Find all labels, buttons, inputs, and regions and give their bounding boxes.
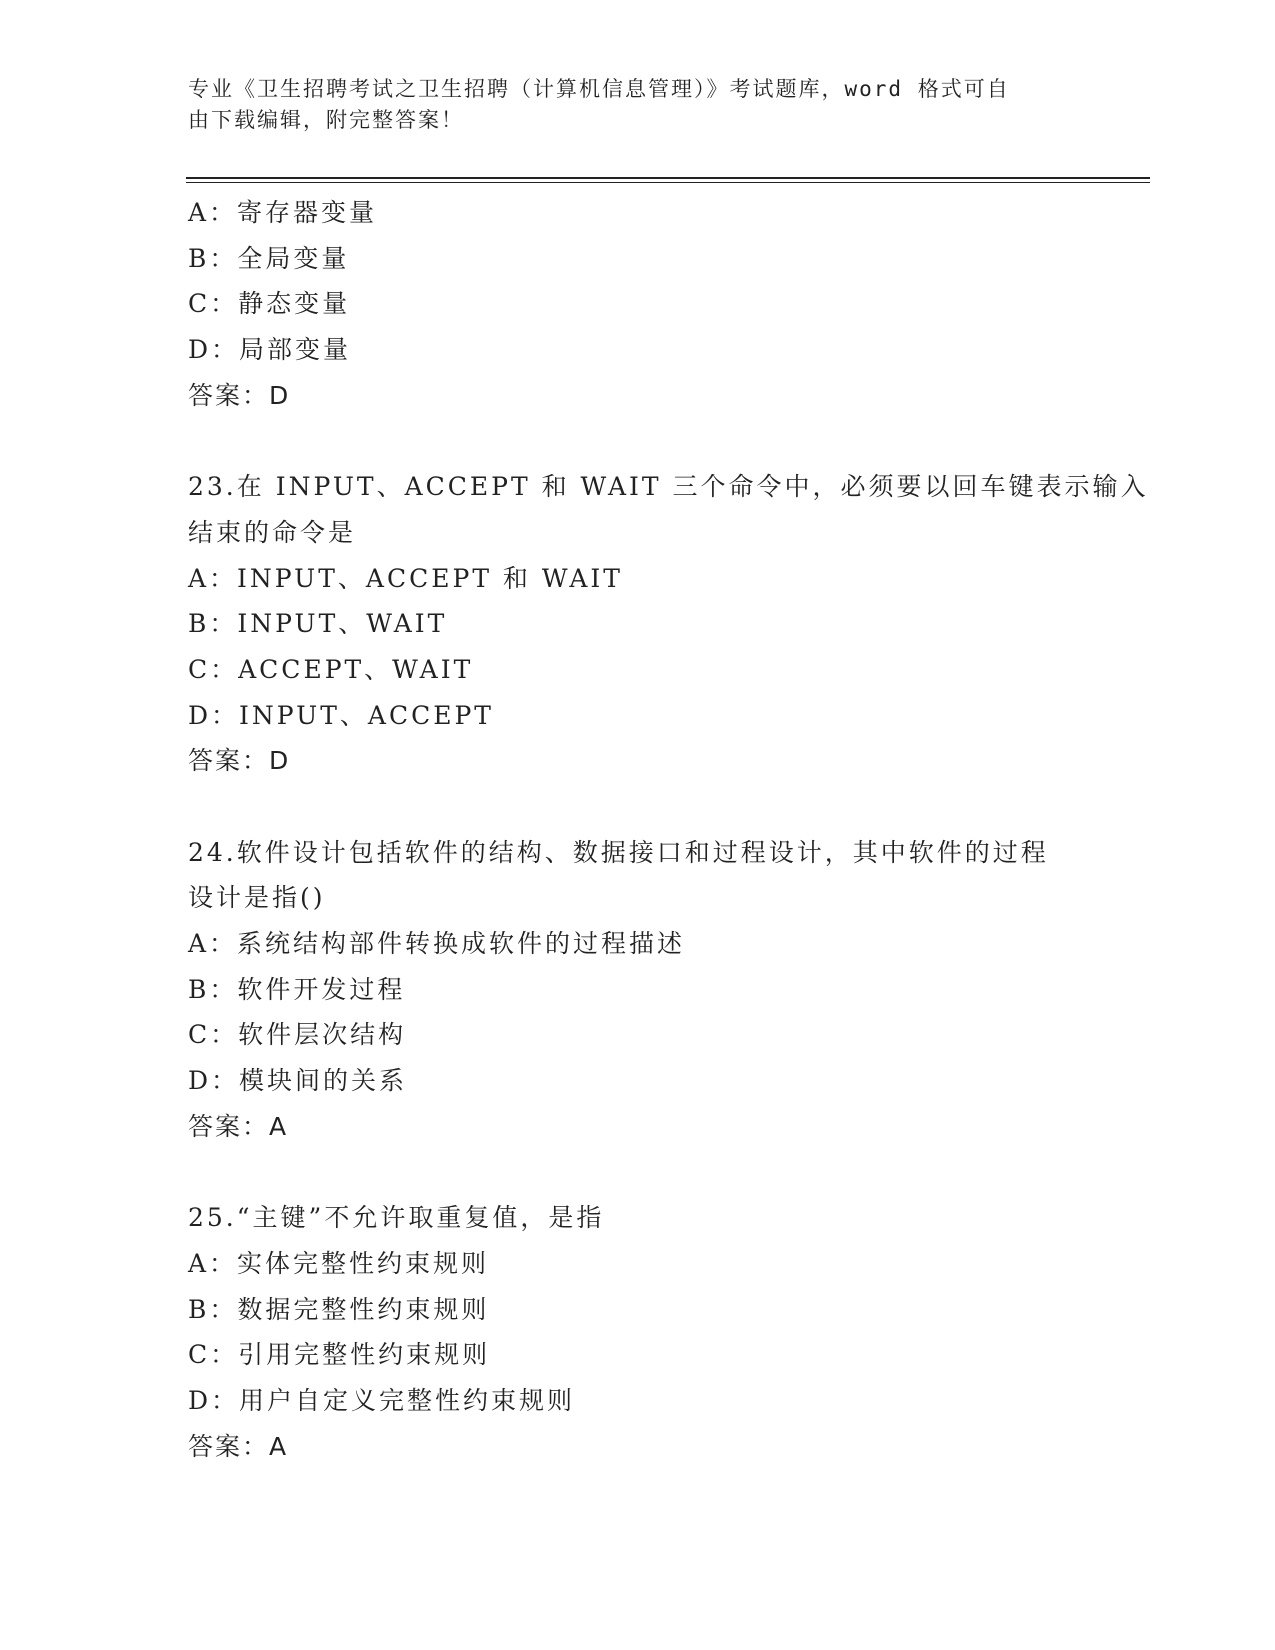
spacer: [188, 1149, 1088, 1195]
option-a: A：实体完整性约束规则: [188, 1248, 490, 1278]
question-stem-line-1: 25.“主键”不允许取重复值，是指: [188, 1203, 605, 1233]
option-d: D：局部变量: [188, 335, 352, 365]
question-22: [188, 190, 1088, 418]
answer-text: 答案：D: [188, 380, 291, 410]
option-d: D：INPUT、ACCEPT: [188, 700, 494, 730]
spacer: [188, 418, 1088, 464]
question-24: [188, 830, 1088, 1150]
question-stem-line-1: 23.在 INPUT、ACCEPT 和 WAIT 三个命令中，必须要以回车键表示输入: [188, 472, 1149, 502]
question-stem-line-1: 24.软件设计包括软件的结构、数据接口和过程设计，其中软件的过程: [188, 837, 1049, 867]
question-stem-line-2: 设计是指(): [188, 883, 326, 913]
answer-text: 答案：A: [188, 1111, 289, 1141]
answer-text: 答案：A: [188, 1431, 289, 1461]
option-d: D：模块间的关系: [188, 1066, 408, 1096]
option-c: C：ACCEPT、WAIT: [188, 654, 474, 684]
spacer: [188, 784, 1088, 830]
option-b: B：数据完整性约束规则: [188, 1294, 490, 1324]
option-d: D：用户自定义完整性约束规则: [188, 1385, 576, 1415]
question-list: [188, 190, 1149, 1469]
answer-text: 答案：D: [188, 746, 291, 776]
question-23: [188, 464, 1149, 784]
header-divider-thin: [186, 182, 1150, 183]
option-c: C：引用完整性约束规则: [188, 1340, 491, 1370]
option-b: B：INPUT、WAIT: [188, 609, 448, 639]
header-divider-thick: [186, 177, 1150, 179]
header-line-1: 专业《卫生招聘考试之卫生招聘（计算机信息管理）》考试题库，word 格式可自: [188, 77, 1010, 101]
option-a: A：寄存器变量: [188, 198, 378, 227]
question-stem-line-2: 结束的命令是: [188, 517, 357, 547]
option-b: B：软件开发过程: [188, 974, 406, 1004]
option-c: C：静态变量: [188, 289, 351, 319]
header-line-2: 由下载编辑，附完整答案！: [188, 108, 464, 132]
option-c: C：软件层次结构: [188, 1020, 407, 1050]
option-a: A：系统结构部件转换成软件的过程描述: [188, 929, 686, 958]
option-b: B：全局变量: [188, 243, 350, 273]
option-a: A：INPUT、ACCEPT 和 WAIT: [188, 563, 623, 593]
question-25: [188, 1195, 1088, 1469]
document-header: [188, 74, 1088, 136]
